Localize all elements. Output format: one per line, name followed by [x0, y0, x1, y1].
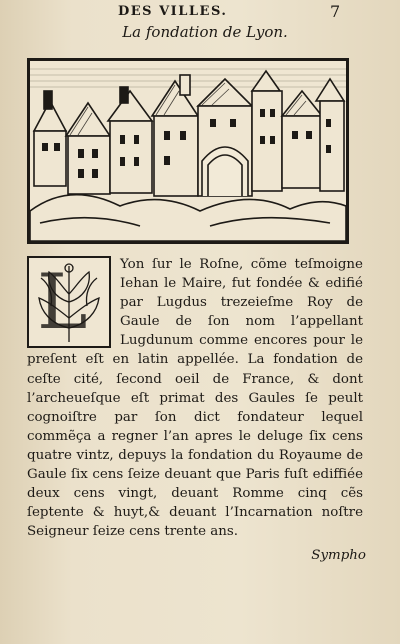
page-number: 7	[330, 2, 342, 21]
body-text-block	[27, 255, 363, 541]
city-view-woodcut	[30, 61, 346, 241]
running-head	[0, 4, 400, 22]
running-head-title: DES VILLES.	[118, 4, 228, 19]
chapter-title: La fondation de Lyon.	[122, 23, 288, 41]
body-paragraph: Yon ſur le Roſne, cõme teſmoigne Iehan le Maire, fut fondée & edifié par Lugdus trezeieſme Roy de Gaule de ſon nom l’appellant Lugdunum comme encores pour le preſent eſt en latin appellée. La fondation de ceſte cité, ſecond oeil de France, & dont l’archeueſque eſt primat des Gaules ſe peult cognoiſtre par ſon dict fondateur lequel commẽça a regner l’an apres le deluge ſix cens quatre vintz, depuys la fondation du Royaume de Gaule ſix cens ſeize deuant que Paris fuſt ediffiée deux cens vingt, deuant Romme cinq cẽs ſeptente & huyt,& deuant l’Incarnation noſtre Seigneur ſeize cens trente ans.	[27, 257, 363, 540]
initial-letter: L	[37, 257, 88, 346]
decorated-initial	[27, 256, 111, 348]
catchword: Sympho	[311, 548, 366, 563]
woodcut-illustration	[27, 58, 349, 244]
